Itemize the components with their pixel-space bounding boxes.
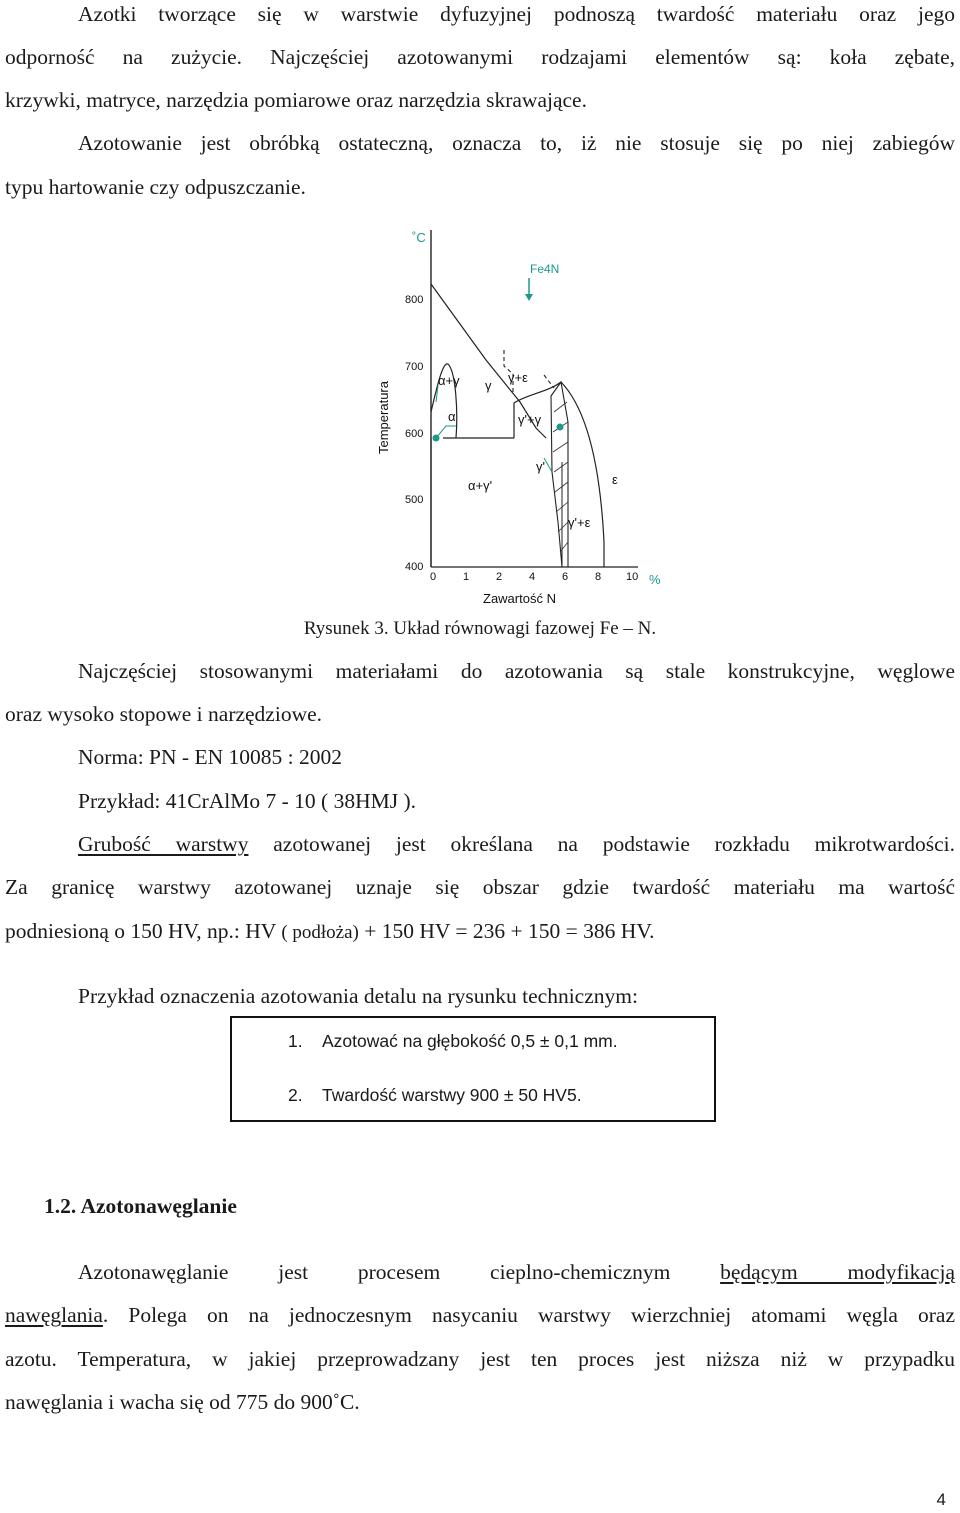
paragraph-4-line-1: [78, 830, 955, 858]
figure-caption: Rysunek 3. Układ równowagi fazowej Fe – N.: [303, 618, 657, 639]
drawing-example-intro: Przykład oznaczenia azotowania detalu na rysunku technicznym:: [78, 984, 638, 1008]
x-tick-4: 4: [529, 571, 536, 583]
paragraph-1-line-2: odporność na zużycie. Najczęściej azotowanymi rodzajami elementów są: koła zębate,: [5, 45, 955, 69]
phase-label-alpha: α: [448, 409, 456, 424]
annotation-item-1-text: Azotować na głębokość 0,5 ± 0,1 mm.: [322, 1031, 618, 1051]
annotation-item-2-text: Twardość warstwy 900 ± 50 HV5.: [322, 1085, 582, 1105]
norma-line: Norma: PN - EN 10085 : 2002: [78, 745, 342, 769]
y-tick-400: 400: [405, 561, 424, 573]
fe4n-arrowhead: [525, 294, 533, 301]
paragraph-1-line-3: krzywki, matryce, narzędzia pomiarowe oraz narzędzia skrawające.: [5, 88, 587, 112]
phase-label-gammaprime: γ': [536, 459, 545, 474]
x-unit: %: [649, 572, 661, 587]
paragraph-3-line-1: Najczęściej stosowanymi materiałami do azotowania są stale konstrukcyjne, węglowe: [78, 659, 955, 683]
paragraph-5-line-2-rest: . Polega on na jednoczesnym nasycaniu warstwy wierzchniej atomami węgla oraz: [102, 1303, 955, 1327]
fe-n-phase-diagram: [368, 222, 668, 610]
y-tick-500: 500: [405, 494, 424, 506]
x-tick-0: 0: [430, 571, 437, 583]
page-number: 4: [936, 1490, 946, 1509]
gamma-prime-marker: [557, 424, 564, 431]
gamma-prime-phase: [551, 382, 568, 567]
y-tick-700: 700: [405, 361, 424, 373]
paragraph-5-line-1-plain: Azotonawęglanie jest procesem cieplno-chemicznym: [78, 1260, 721, 1284]
paragraph-5-line-3: azotu. Temperatura, w jakiej przeprowadzany jest ten proces jest niższa niż w przypadku: [5, 1347, 955, 1371]
annotation-item-1: [288, 1030, 618, 1052]
x-tick-10: 10: [626, 571, 639, 583]
annotation-item-2-number: 2.: [288, 1085, 303, 1105]
phase-label-alpha-gamma: α+γ: [438, 373, 460, 388]
annotation-item-2: [288, 1084, 582, 1106]
underlined-term-naweglania: nawęglania: [5, 1303, 103, 1327]
paragraph-4-line-3-a: podniesioną o 150 HV, np.: HV: [5, 919, 282, 943]
underlined-term-modyfikacja: będącym modyfikacją: [720, 1260, 955, 1284]
phase-label-alpha-gammaprime: α+γ': [468, 478, 493, 493]
paragraph-2-line-2: typu hartowanie czy odpuszczanie.: [5, 175, 306, 199]
phase-label-gammaprime-eps: γ'+ε: [568, 515, 591, 530]
y-tick-800: 800: [405, 294, 424, 306]
y-tick-600: 600: [405, 428, 424, 440]
fe4n-label: Fe4N: [530, 262, 560, 276]
paragraph-4-line-1-rest: azotowanej jest określana na podstawie rozkładu mikrotwardości.: [248, 832, 955, 856]
annotation-item-1-number: 1.: [288, 1031, 303, 1051]
paragraph-1-line-1: Azotki tworzące się w warstwie dyfuzyjnej podnoszą twardość materiału oraz jego: [78, 2, 955, 26]
paragraph-4-line-3-c: + 150 HV = 236 + 150 = 386 HV.: [358, 919, 655, 943]
paragraph-2-line-1: Azotowanie jest obróbką ostateczną, oznacza to, iż nie stosuje się po niej zabiegów: [78, 131, 955, 155]
phase-label-gamma-eps: γ+ε: [508, 370, 528, 385]
paragraph-5-line-1: [78, 1258, 955, 1286]
paragraph-4-line-3: [5, 917, 654, 947]
example-line: Przykład: 41CrAlMo 7 - 10 ( 38HMJ ).: [78, 789, 417, 813]
paragraph-4-line-2: Za granicę warstwy azotowanej uznaje się obszar gdzie twardość materiału ma wartość: [5, 875, 955, 899]
phase-label-gammaprime-gamma: γ'+γ: [518, 412, 542, 427]
paragraph-5-line-2: [5, 1301, 955, 1329]
underlined-term-grubosc: Grubość warstwy: [78, 832, 249, 856]
gamma-prime-leader: [544, 458, 552, 472]
gamma-eps-dashed-2: [544, 375, 554, 388]
drawing-annotation-box: [230, 1016, 716, 1122]
paragraph-4-line-3-b: ( podłoża): [281, 922, 359, 943]
y-axis-label: Temperatura: [376, 381, 391, 454]
section-heading: 1.2. Azotonawęglanie: [44, 1194, 237, 1218]
x-tick-6: 6: [562, 571, 569, 583]
paragraph-5-line-4: nawęglania i wacha się od 775 do 900˚C.: [5, 1390, 360, 1414]
paragraph-3-line-2: oraz wysoko stopowe i narzędziowe.: [5, 702, 323, 726]
x-tick-2: 2: [496, 571, 503, 583]
x-tick-1: 1: [463, 571, 470, 583]
x-axis-label: Zawartość N: [483, 591, 556, 606]
phase-label-eps: ε: [612, 472, 618, 487]
x-tick-8: 8: [595, 571, 602, 583]
y-unit-label: ˚C: [412, 230, 426, 245]
phase-label-gamma: γ: [485, 378, 492, 393]
